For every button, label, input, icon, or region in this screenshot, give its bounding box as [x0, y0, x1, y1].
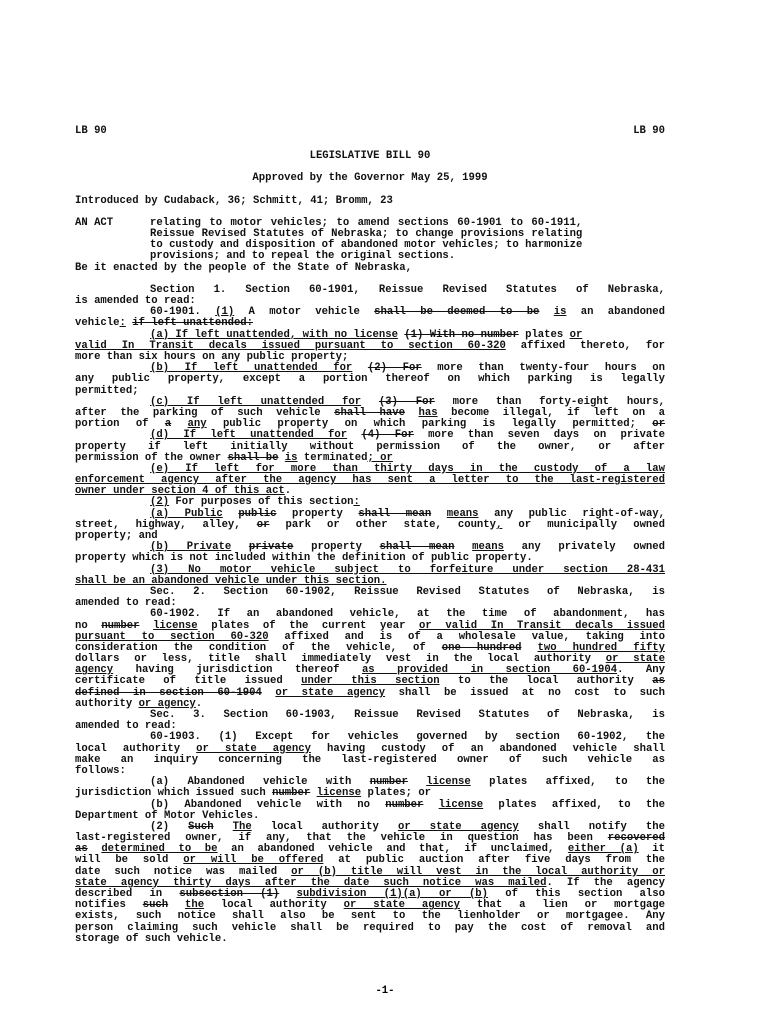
body-line: as determined to be an abandoned vehicle and that, if unclaimed, either (a) it [75, 843, 666, 856]
body-line: storage of such vehicle. [75, 932, 228, 945]
body-line: local authority or state agency having custody of an abandoned vehicle shall [75, 742, 666, 755]
body-line: (b) If left unattended for (2) For more than twenty-four hours on [150, 362, 665, 375]
body-line: described in subsection (1) subdivision (1)(a) or (b) of this section also [75, 888, 665, 901]
page-header [75, 126, 665, 137]
body-line: Department of Motor Vehicles. [75, 809, 260, 822]
header-right: LB 90 [633, 125, 665, 137]
body-line: (a) Abandoned vehicle with number license plates affixed, to the [150, 776, 666, 789]
body-line: jurisdiction which issued such number license plates; or [75, 787, 432, 800]
body-line: (c) If left unattended for (3) For more than forty-eight hours, [150, 395, 665, 408]
bill-page [75, 126, 665, 945]
body-line: portion of a any public property on which parking is legally permitted; or [75, 418, 666, 431]
body-line: will be sold or will be offered at public auction after five days from the [75, 854, 665, 867]
body-line: dollars or less, title shall immediately vest in the local authority or state [75, 653, 665, 666]
body-line: owner under section 4 of this act. [75, 485, 292, 498]
body-line: (d) If left unattended for (4) For more than seven days on private [150, 429, 665, 442]
body-line: property; and [75, 530, 158, 543]
header-left: LB 90 [75, 125, 107, 137]
body-line: permitted; [75, 384, 139, 397]
act-line: relating to motor vehicles; to amend sections 60-1901 to 60-1911, [150, 216, 583, 229]
act-body [150, 218, 582, 263]
body-line: make an inquiry concerning the last-registered owner of such vehicle as [75, 753, 665, 766]
body-line: amended to read: [75, 597, 177, 610]
body-line: (2) For purposes of this section: [150, 496, 360, 509]
body-line: valid In Transit decals issued pursuant to section 60-320 affixed thereto, for [75, 339, 665, 352]
body-line: (a) If left unattended, with no license (1) With no number plates or [150, 328, 583, 341]
bill-body [75, 285, 665, 945]
body-line: last-registered owner, if any, that the vehicle in question has been recovered [75, 832, 665, 845]
body-line: agency having jurisdiction thereof as provided in section 60-1904. Any [75, 664, 666, 677]
act-line: provisions; and to repeal the original sections. [150, 250, 456, 263]
body-line: (a) Public public property shall mean means any public right-of-way, [150, 507, 666, 520]
body-line: person claiming such vehicle shall be required to pay the cost of removal and [75, 921, 665, 934]
body-line: follows: [75, 764, 126, 777]
body-line: Sec. 3. Section 60-1903, Reissue Revised Statutes of Nebraska, is [150, 709, 665, 722]
act-label: AN ACT [75, 216, 114, 229]
body-line: shall be an abandoned vehicle under this section. [75, 574, 387, 587]
body-line: (3) No motor vehicle subject to forfeiture under section 28-431 [150, 563, 665, 576]
body-line: defined in section 60-1904 or state agency shall be issued at no cost to such [75, 686, 666, 699]
act-clause [75, 218, 665, 263]
body-line: enforcement agency after the agency has sent a letter to the last-registered [75, 474, 665, 487]
body-line: 60-1902. If an abandoned vehicle, at the time of abandonment, has [150, 608, 665, 621]
body-line: consideration the condition of the vehicle, of one hundred two hundred fifty [75, 641, 666, 654]
body-line: no number license plates of the current year or valid In Transit decals issued [75, 619, 666, 632]
body-line: (2) Such The local authority or state agency shall notify the [150, 820, 666, 833]
body-line: after the parking of such vehicle shall have has become illegal, if left on a [75, 406, 665, 419]
act-line: to custody and disposition of abandoned motor vehicles; to harmonize [150, 239, 583, 252]
body-line: (e) If left for more than thirty days in the custody of a law [150, 462, 665, 475]
body-line: authority or agency. [75, 697, 203, 710]
body-line: amended to read: [75, 720, 177, 733]
body-line: property which is not included within the definition of public property. [75, 552, 533, 565]
approval-line: Approved by the Governor May 25, 1999 [252, 172, 488, 185]
body-line: state agency thirty days after the date such notice was mailed. If the agency [75, 876, 666, 889]
body-line: pursuant to section 60-320 affixed and is of a wholesale value, taking into [75, 630, 665, 643]
body-line: Section 1. Section 60-1901, Reissue Revised Statutes of Nebraska, [150, 283, 665, 296]
body-line: 60-1903. (1) Except for vehicles governed by section 60-1902, the [150, 731, 665, 744]
body-line: vehicle: if left unattended: [75, 317, 254, 330]
body-line: any public property, except a portion thereof on which parking is legally [75, 373, 665, 386]
body-line: property if left initially without permission of the owner, or after [75, 440, 665, 453]
page-number: -1- [375, 985, 395, 997]
body-line: 60-1901. (1) A motor vehicle shall be deemed to be is an abandoned [150, 306, 665, 319]
body-line: certificate of title issued under this section to the local authority as [75, 675, 666, 688]
body-line: date such notice was mailed or (b) title will vest in the local authority or [75, 865, 665, 878]
body-line: more than six hours on any public property; [75, 351, 349, 364]
body-line: Sec. 2. Section 60-1902, Reissue Revised Statutes of Nebraska, is [150, 585, 665, 598]
introduced-line: Introduced by Cudaback, 36; Schmitt, 41; Bromm, 23 [75, 194, 393, 207]
body-line: street, highway, alley, or park or other state, county, or municipally owned [75, 518, 665, 531]
body-line: exists, such notice shall also be sent to the lienholder or mortgagee. Any [75, 910, 665, 923]
body-line: is amended to read: [75, 295, 196, 308]
body-line: (b) Abandoned vehicle with no number license plates affixed, to the [150, 798, 666, 811]
body-line: (b) Private private property shall mean means any privately owned [150, 541, 666, 554]
bill-title: LEGISLATIVE BILL 90 [309, 150, 431, 163]
body-line: permission of the owner shall be is terminated; or [75, 451, 393, 464]
enacting-clause: Be it enacted by the people of the State of Nebraska, [75, 261, 412, 274]
act-line: Reissue Revised Statutes of Nebraska; to change provisions relating [150, 227, 583, 240]
body-line: notifies such the local authority or state agency that a lien or mortgage [75, 899, 666, 912]
